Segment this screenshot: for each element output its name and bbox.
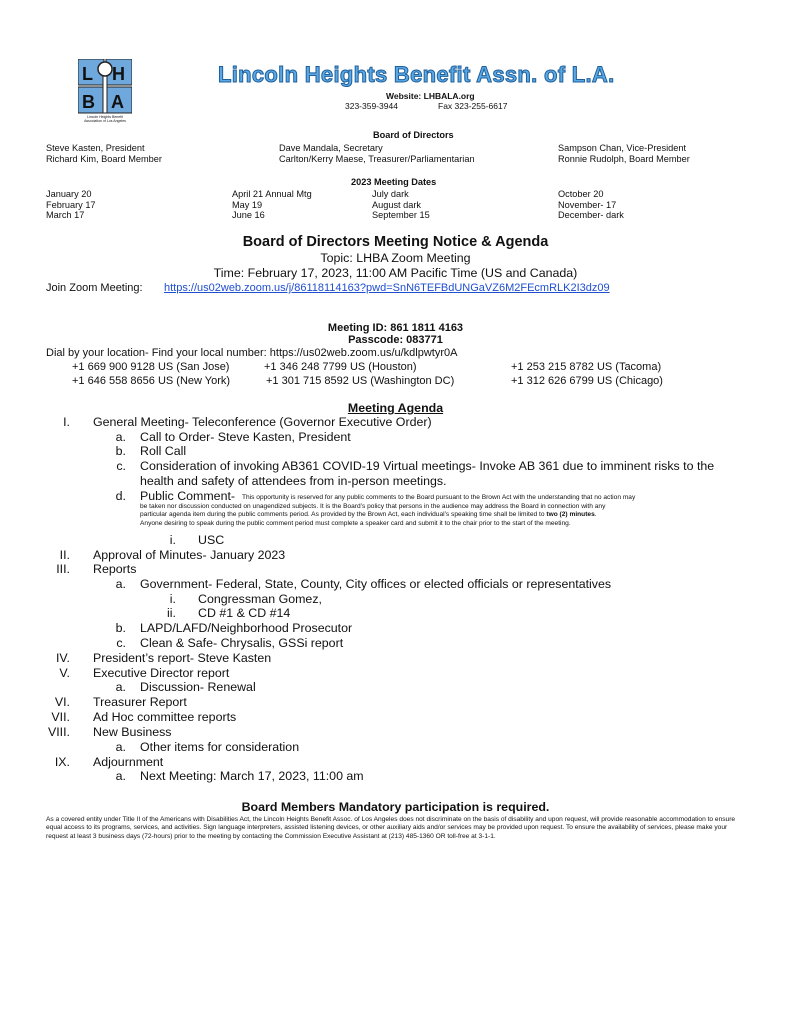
agenda-item: Clean & Safe- Chrysalis, GSSi report	[140, 636, 344, 650]
agenda-number: II.	[59, 548, 70, 562]
meeting-date: October 20	[558, 189, 604, 199]
agenda-number: a.	[115, 769, 126, 783]
website: Website: LHBALA.org	[386, 91, 475, 101]
logo-letter-b: B	[82, 92, 95, 112]
dial-number: +1 253 215 8782 US (Tacoma)	[511, 361, 662, 373]
agenda-item: LAPD/LAFD/Neighborhood Prosecutor	[140, 621, 353, 635]
meeting-date: September 15	[372, 210, 430, 220]
agenda-item: President’s report- Steve Kasten	[93, 651, 272, 665]
logo-letter-l: L	[82, 64, 93, 84]
meeting-date: December- dark	[558, 210, 624, 220]
agenda-number: IV.	[55, 651, 70, 665]
agenda-item: CD #1 & CD #14	[198, 606, 291, 620]
meeting-date: March 17	[46, 210, 85, 220]
agenda-item: Next Meeting: March 17, 2023, 11:00 am	[140, 769, 364, 783]
agenda-number: I.	[63, 415, 70, 429]
board-member: Richard Kim, Board Member	[46, 154, 162, 164]
agenda-number: V.	[59, 666, 70, 680]
agenda-number: b.	[115, 444, 126, 458]
agenda-item: Adjournment	[93, 755, 164, 769]
agenda-item: Other items for consideration	[140, 740, 300, 754]
agenda-item: Consideration of invoking AB361 COVID-19 Virtual meetings- Invoke AB 361 due to imminent risks to the	[140, 459, 715, 473]
agenda-number: VII.	[51, 710, 70, 724]
agenda-item: Call to Order- Steve Kasten, President	[140, 430, 351, 444]
dial-number: +1 646 558 8656 US (New York)	[72, 375, 231, 387]
board-member: Dave Mandala, Secretary	[279, 143, 383, 153]
board-member: Ronnie Rudolph, Board Member	[558, 154, 690, 164]
agenda-item: Public Comment-	[140, 489, 236, 503]
agenda-number: a.	[115, 577, 126, 591]
agenda-number: VI.	[54, 695, 70, 709]
join-label: Join Zoom Meeting:	[46, 282, 143, 294]
dial-number: +1 346 248 7799 US (Houston)	[264, 361, 417, 373]
dial-instructions: Dial by your location- Find your local number: https://us02web.zoom.us/u/kdlpwtyr0A	[46, 347, 458, 359]
zoom-link[interactable]: https://us02web.zoom.us/j/86118114163?pwd=SnN6TEFBdUNGaVZ6M2FEcmRLK2I3dz09	[164, 282, 610, 294]
public-comment-note: This opportunity is reserved for any public comments to the Board pursuant to the Brown Act with the understanding that no action may	[242, 494, 636, 501]
meeting-date: August dark	[372, 200, 422, 210]
agenda-heading: Meeting Agenda	[347, 401, 444, 415]
meeting-date: November- 17	[558, 200, 617, 210]
agenda-number: d.	[115, 489, 126, 503]
board-heading: Board of Directors	[373, 130, 454, 140]
agenda-item: Ad Hoc committee reports	[93, 710, 237, 724]
agenda-number: a.	[115, 680, 126, 694]
board-member: Steve Kasten, President	[46, 143, 145, 153]
agenda-item: Reports	[93, 562, 137, 576]
org-logo	[78, 59, 132, 127]
logo-caption: Lincoln Heights Benefit Association of Los Angeles	[84, 115, 126, 123]
meeting-date: July dark	[372, 189, 409, 199]
dial-number: +1 301 715 8592 US (Washington DC)	[266, 375, 455, 387]
agenda-number: III.	[56, 562, 70, 576]
meeting-id: Meeting ID: 861 1811 4163	[327, 322, 464, 334]
logo-letter-h: H	[112, 64, 125, 84]
fax: Fax 323-255-6617	[438, 101, 508, 111]
agenda-item: New Business	[93, 725, 172, 739]
dial-number: +1 312 626 6799 US (Chicago)	[511, 375, 663, 387]
passcode: Passcode: 083771	[348, 334, 443, 346]
agenda-number: IX.	[54, 755, 70, 769]
meeting-date: February 17	[46, 200, 96, 210]
public-comment-note: be taken nor discussion conducted on unagendized subjects. It is the Board’s policy that persons in the audience may address the Board in connection with any particular agenda item during the public comments period. As provided by the Brown Act, each individual’s speaking time shall be limited to two (2) minutes. Anyone desiring to speak during the public comment period must complete a speaker card and submit it to the chair prior to the start of the meeting.	[140, 503, 606, 527]
agenda-item: Roll Call	[140, 444, 187, 458]
agenda-number: i.	[169, 533, 176, 547]
agenda-number: ii.	[167, 606, 176, 620]
notice-title: Board of Directors Meeting Notice & Agenda	[242, 234, 549, 250]
agenda-item: Discussion- Renewal	[140, 680, 256, 694]
notice-time: Time: February 17, 2023, 11:00 AM Pacific Time (US and Canada)	[213, 266, 578, 280]
agenda-item: Government- Federal, State, County, City offices or elected officials or representatives	[140, 577, 612, 591]
agenda-item: USC	[198, 533, 225, 547]
dial-number: +1 669 900 9128 US (San Jose)	[72, 361, 230, 373]
agenda-number: VIII.	[47, 725, 70, 739]
meeting-date: April 21 Annual Mtg	[232, 189, 312, 199]
org-name: Lincoln Heights Benefit Assn. of L.A.	[218, 62, 615, 87]
logo-letter-a: A	[111, 92, 124, 112]
phone: 323-359-3944	[345, 101, 398, 111]
agenda-item-continued: health and safety of attendees from in-person meetings.	[140, 474, 447, 488]
mandatory-notice: Board Members Mandatory participation is required.	[241, 800, 550, 814]
meeting-date: January 20	[46, 189, 92, 199]
agenda-item: Approval of Minutes- January 2023	[93, 548, 286, 562]
agenda-item: Treasurer Report	[93, 695, 187, 709]
notice-topic: Topic: LHBA Zoom Meeting	[320, 251, 471, 265]
agenda-item: General Meeting- Teleconference (Governor Executive Order)	[93, 415, 432, 429]
agenda-number: c.	[116, 636, 126, 650]
agenda-number: b.	[115, 621, 126, 635]
agenda-number: i.	[169, 592, 176, 606]
agenda-number: a.	[115, 430, 126, 444]
meeting-date: May 19	[232, 200, 263, 210]
agenda-number: a.	[115, 740, 126, 754]
dates-heading: 2023 Meeting Dates	[351, 177, 437, 187]
agenda-item: Executive Director report	[93, 666, 230, 680]
meeting-date: June 16	[232, 210, 265, 220]
ada-statement: As a covered entity under Title II of the Americans with Disabilities Act, the Lincoln Heights Benefit Assoc. of Los Angeles does not discriminate on the basis of disability and upon request, will provide reasonable accommodation to ensure equal access to its programs, services, and activities. Sign language interpreters, assisted listening devices, or other auxiliary aids and/or services may be provided upon request. To ensure the availability of services, please make your request at least 3 business days (72-hours) prior to the meeting by contacting the Commission Executive Assistant at (213) 485-1360 OR toll-free at 3-1-1.	[46, 816, 736, 840]
agenda-number: c.	[116, 459, 126, 473]
board-member: Sampson Chan, Vice-President	[558, 143, 687, 153]
agenda-item: Congressman Gomez,	[198, 592, 322, 606]
board-member: Carlton/Kerry Maese, Treasurer/Parliamentarian	[279, 154, 475, 164]
